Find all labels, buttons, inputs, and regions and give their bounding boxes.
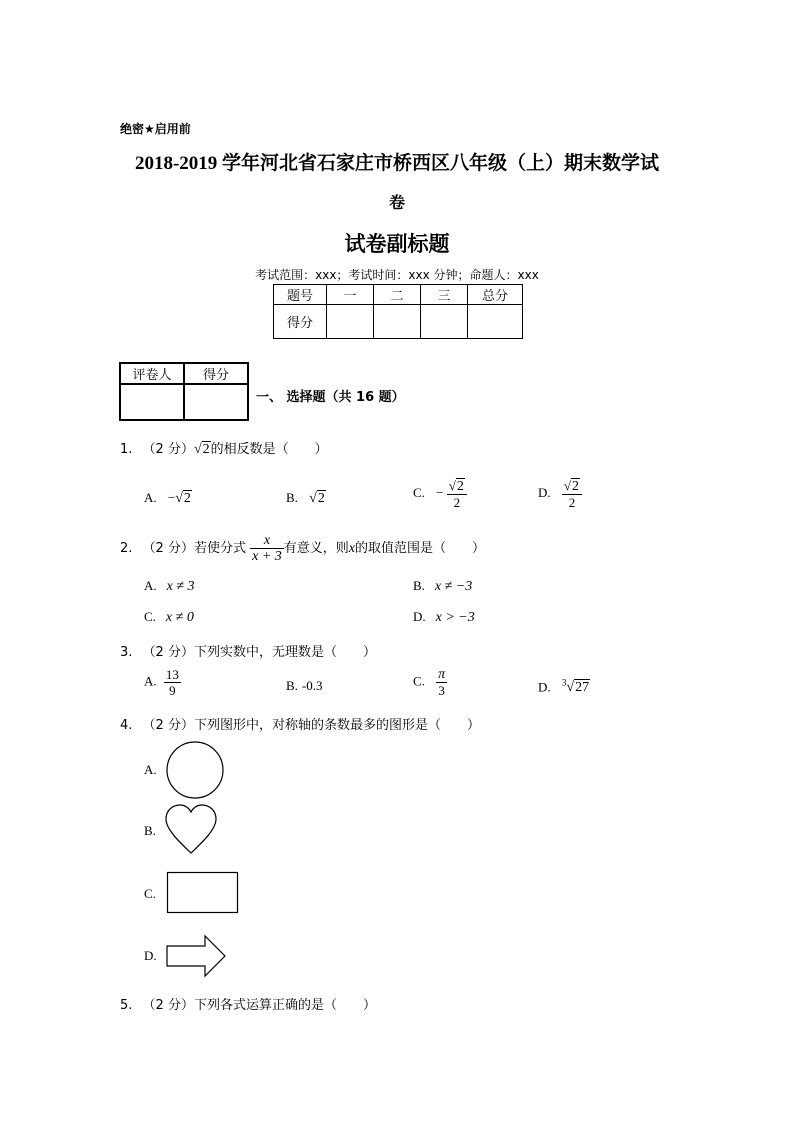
score-cell[interactable] — [374, 305, 421, 339]
score-cell[interactable] — [421, 305, 468, 339]
q3-option-c[interactable]: C. $\frac{\pi}{3}$ — [413, 667, 446, 698]
question-stem: 下列各式运算正确的是（ ） — [193, 998, 376, 1013]
circle-shape[interactable] — [164, 739, 226, 801]
question-number: 4. — [120, 718, 133, 733]
section-title: 一、 选择题（共 16 题） — [256, 390, 405, 405]
exam-info: 考试范围：xxx；考试时间：xxx 分钟；命题人：xxx — [255, 268, 539, 282]
score-table-header: 总分 — [468, 285, 523, 305]
score-cell[interactable] — [327, 305, 374, 339]
question-number: 3. — [120, 645, 133, 660]
q4-option-a-label[interactable]: A. — [144, 762, 157, 777]
question-points: （2 分） — [142, 541, 194, 556]
question-4 — [120, 714, 480, 733]
question-points: （2 分） — [142, 645, 194, 660]
question-number: 5. — [120, 998, 133, 1013]
q4-option-c-label[interactable]: C. — [144, 886, 156, 901]
score-cell[interactable] — [468, 305, 523, 339]
q2-option-c[interactable]: C. x ≠ 0 — [144, 609, 194, 625]
score-table-header: 题号 — [274, 285, 327, 305]
grader-cell[interactable] — [184, 384, 248, 420]
q1-option-c[interactable]: C. − $\frac{√2}{2}$ — [413, 478, 467, 510]
question-1 — [120, 438, 328, 458]
sqrt-expr: √2 — [193, 442, 210, 457]
score-table — [273, 284, 523, 339]
q3-option-a[interactable]: A. $\frac{13}{9}$ — [144, 667, 179, 698]
question-stem: 的相反数是（ ） — [210, 442, 328, 457]
question-stem: 下列实数中，无理数是（ ） — [193, 645, 376, 660]
fraction-expr: $\frac{x}{x + 3}$ — [252, 533, 282, 564]
question-points: （2 分） — [142, 718, 194, 733]
q4-option-d-label[interactable]: D. — [144, 948, 157, 963]
question-number: 2. — [120, 541, 133, 556]
q1-option-d[interactable]: D. $\frac{√2}{2}$ — [538, 478, 582, 510]
q2-option-b[interactable]: B. x ≠ −3 — [413, 578, 473, 594]
score-table-header: 三 — [421, 285, 468, 305]
question-stem: 下列图形中，对称轴的条数最多的图形是（ ） — [193, 718, 480, 733]
q4-option-b-label[interactable]: B. — [144, 823, 156, 838]
exam-title-line2: 卷 — [388, 193, 405, 212]
question-3 — [120, 641, 376, 660]
q3-option-d[interactable]: D. $^3$√27 — [538, 678, 590, 696]
grader-cell[interactable] — [120, 384, 184, 420]
grader-table — [119, 362, 249, 421]
secret-label: 绝密★启用前 — [120, 122, 191, 136]
question-5 — [120, 994, 376, 1013]
question-number: 1. — [120, 442, 133, 457]
grader-header: 评卷人 — [120, 363, 184, 384]
q1-option-a[interactable]: A. −√2 — [144, 490, 191, 506]
score-table-header: 二 — [374, 285, 421, 305]
heart-shape[interactable] — [163, 803, 219, 857]
score-table-row-label: 得分 — [274, 305, 327, 339]
q1-option-b[interactable]: B. √2 — [286, 490, 325, 506]
q2-option-a[interactable]: A. x ≠ 3 — [144, 578, 195, 594]
rectangle-shape[interactable] — [166, 871, 240, 915]
q2-option-d[interactable]: D. x > −3 — [413, 609, 475, 625]
question-2: 2. （2 分）若使分式 $\frac{x}{x + 3}$ 有意义，则x的取值范围是（ ） — [120, 533, 486, 564]
exam-title-line1: 2018-2019 学年河北省石家庄市桥西区八年级（上）期末数学试 — [134, 153, 660, 174]
grader-header: 得分 — [184, 363, 248, 384]
arrow-shape[interactable] — [165, 934, 229, 978]
q3-option-b[interactable]: B. -0.3 — [286, 678, 323, 693]
exam-subtitle: 试卷副标题 — [344, 232, 450, 256]
question-points: （2 分） — [142, 442, 194, 457]
score-table-header: 一 — [327, 285, 374, 305]
question-points: （2 分） — [142, 998, 194, 1013]
